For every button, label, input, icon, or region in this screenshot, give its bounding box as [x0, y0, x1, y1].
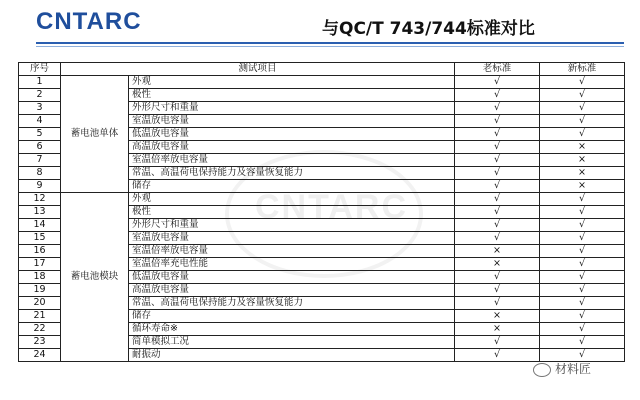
new-standard-mark: √ [540, 245, 625, 258]
comparison-table [18, 62, 625, 362]
row-number: 22 [19, 323, 61, 336]
row-number: 7 [19, 154, 61, 167]
test-item: 极性 [129, 89, 455, 102]
row-number: 18 [19, 271, 61, 284]
new-standard-mark: √ [540, 349, 625, 362]
row-number: 12 [19, 193, 61, 206]
test-item: 外观 [129, 76, 455, 89]
test-item: 室温倍率放电容量 [129, 245, 455, 258]
new-standard-mark: √ [540, 102, 625, 115]
wechat-label: 材料匠 [555, 362, 592, 376]
test-item: 高温放电容量 [129, 284, 455, 297]
old-standard-mark: √ [455, 167, 540, 180]
row-number: 16 [19, 245, 61, 258]
new-standard-mark: √ [540, 128, 625, 141]
new-standard-mark: √ [540, 206, 625, 219]
old-standard-mark: √ [455, 180, 540, 193]
old-standard-mark: √ [455, 206, 540, 219]
old-standard-mark: × [455, 245, 540, 258]
watermark-text: CNTARC [255, 188, 409, 226]
test-item: 室温放电容量 [129, 232, 455, 245]
row-number: 9 [19, 180, 61, 193]
group-name: 蓄电池单体 [61, 76, 129, 193]
test-item: 低温放电容量 [129, 271, 455, 284]
row-number: 21 [19, 310, 61, 323]
old-standard-mark: √ [455, 128, 540, 141]
new-standard-mark: √ [540, 310, 625, 323]
test-item: 耐振动 [129, 349, 455, 362]
row-number: 3 [19, 102, 61, 115]
old-standard-mark: √ [455, 76, 540, 89]
row-number: 2 [19, 89, 61, 102]
row-number: 23 [19, 336, 61, 349]
test-item: 极性 [129, 206, 455, 219]
row-number: 24 [19, 349, 61, 362]
test-item: 常温、高温荷电保持能力及容量恢复能力 [129, 297, 455, 310]
row-number: 15 [19, 232, 61, 245]
old-standard-mark: × [455, 258, 540, 271]
new-standard-mark: √ [540, 323, 625, 336]
header-no: 序号 [19, 63, 61, 76]
old-standard-mark: × [455, 310, 540, 323]
new-standard-mark: √ [540, 232, 625, 245]
row-number: 14 [19, 219, 61, 232]
page-title: 与QC/T 743/744标准对比 [322, 19, 535, 39]
old-standard-mark: √ [455, 336, 540, 349]
test-item: 外形尺寸和重量 [129, 102, 455, 115]
table-row [19, 76, 625, 89]
new-standard-mark: × [540, 167, 625, 180]
test-item: 室温倍率放电容量 [129, 154, 455, 167]
row-number: 6 [19, 141, 61, 154]
header-item: 测试项目 [61, 63, 455, 76]
old-standard-mark: √ [455, 232, 540, 245]
old-standard-mark: √ [455, 141, 540, 154]
old-standard-mark: × [455, 323, 540, 336]
new-standard-mark: √ [540, 89, 625, 102]
row-number: 20 [19, 297, 61, 310]
wechat-badge [533, 360, 591, 377]
old-standard-mark: √ [455, 115, 540, 128]
row-number: 1 [19, 76, 61, 89]
old-standard-mark: √ [455, 284, 540, 297]
header-divider-thin [36, 46, 624, 47]
test-item: 低温放电容量 [129, 128, 455, 141]
test-item: 循环寿命※ [129, 323, 455, 336]
test-item: 室温放电容量 [129, 115, 455, 128]
old-standard-mark: √ [455, 154, 540, 167]
test-item: 外形尺寸和重量 [129, 219, 455, 232]
wechat-icon [533, 363, 551, 377]
new-standard-mark: √ [540, 193, 625, 206]
test-item: 储存 [129, 310, 455, 323]
old-standard-mark: √ [455, 102, 540, 115]
new-standard-mark: √ [540, 76, 625, 89]
table-row [19, 193, 625, 206]
table-header-row [19, 63, 625, 76]
row-number: 19 [19, 284, 61, 297]
test-item: 储存 [129, 180, 455, 193]
header-old: 老标准 [455, 63, 540, 76]
group-name: 蓄电池模块 [61, 193, 129, 362]
new-standard-mark: √ [540, 271, 625, 284]
header-divider [36, 42, 624, 44]
row-number: 17 [19, 258, 61, 271]
test-item: 室温倍率充电性能 [129, 258, 455, 271]
new-standard-mark: √ [540, 297, 625, 310]
row-number: 5 [19, 128, 61, 141]
new-standard-mark: √ [540, 284, 625, 297]
old-standard-mark: √ [455, 219, 540, 232]
new-standard-mark: √ [540, 336, 625, 349]
test-item: 简单模拟工况 [129, 336, 455, 349]
test-item: 常温、高温荷电保持能力及容量恢复能力 [129, 167, 455, 180]
old-standard-mark: √ [455, 271, 540, 284]
row-number: 13 [19, 206, 61, 219]
new-standard-mark: × [540, 154, 625, 167]
header [0, 0, 640, 52]
old-standard-mark: √ [455, 89, 540, 102]
new-standard-mark: × [540, 180, 625, 193]
old-standard-mark: √ [455, 297, 540, 310]
new-standard-mark: × [540, 141, 625, 154]
header-new: 新标准 [540, 63, 625, 76]
old-standard-mark: √ [455, 349, 540, 362]
row-number: 8 [19, 167, 61, 180]
new-standard-mark: √ [540, 115, 625, 128]
row-number: 4 [19, 115, 61, 128]
test-item: 外观 [129, 193, 455, 206]
test-item: 高温放电容量 [129, 141, 455, 154]
new-standard-mark: √ [540, 219, 625, 232]
company-logo: CNTARC [36, 8, 142, 35]
new-standard-mark: √ [540, 258, 625, 271]
old-standard-mark: √ [455, 193, 540, 206]
